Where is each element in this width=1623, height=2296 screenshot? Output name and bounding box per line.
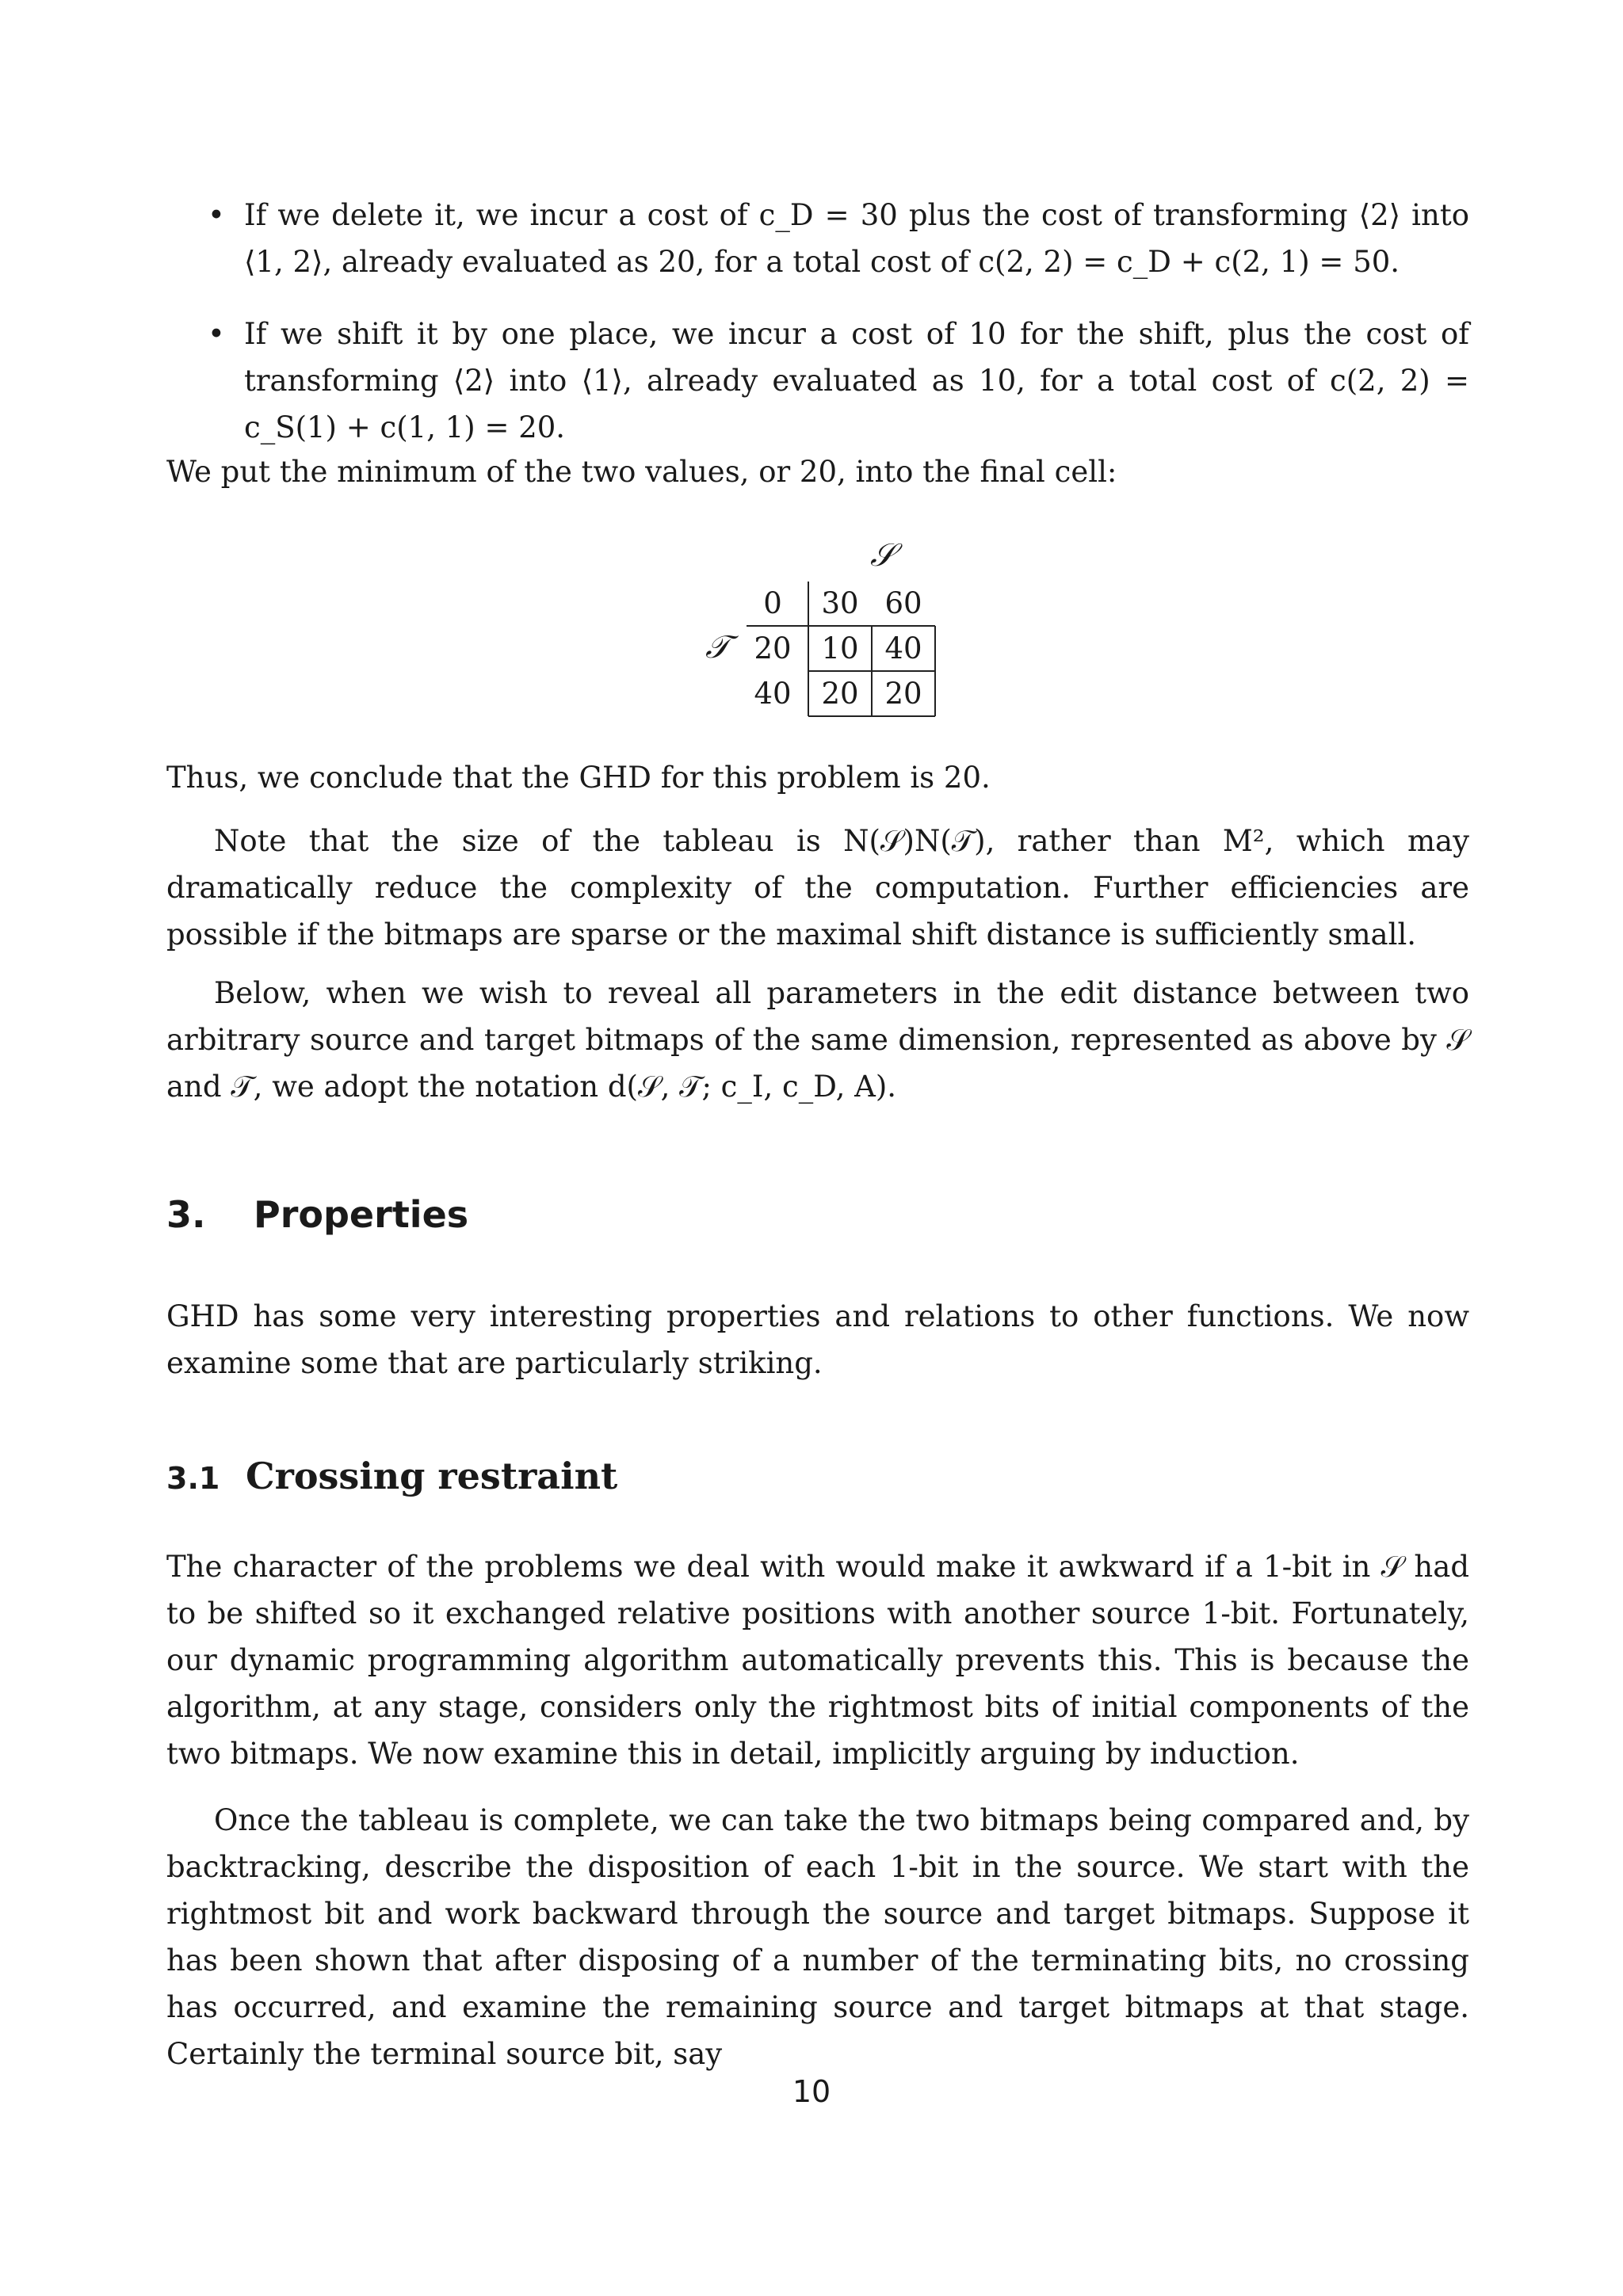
bullet-text: If we shift it by one place, we incur a cost of 10 for the shift, plus the cost of transforming ⟨2⟩ into ⟨1⟩, already evaluated as 10, for a total cost of c(2, 2) = c_S(1) + c(1, 1) = 20. [244,317,1469,444]
tableau-cell: 20 [821,677,859,711]
bullet-dot-icon: • [208,198,225,232]
subsection-title: Crossing restraint [246,1455,618,1497]
paragraph-below: Below, when we wish to reveal all parameters in the edit distance between two arbitrary source and target bitmaps of the same dimension, represented as above by 𝒮 and 𝒯, we adopt the notation d(𝒮, 𝒯; c_I, c_D, A). [166,976,1469,1104]
tableau-cell: 10 [821,631,859,666]
bullet-dot-icon: • [208,317,225,351]
section-paragraph: GHD has some very interesting properties and relations to other functions. We now examine some that are particularly striking. [166,1299,1469,1380]
tableau-cell: 40 [754,677,792,711]
intro-line: We put the minimum of the two values, or 20, into the final cell: [166,455,1117,489]
tableau-cell: 30 [821,586,859,620]
tableau-cell: 20 [754,631,792,666]
tableau-cell: 20 [884,677,922,711]
tableau-row-label: 𝒯 [705,629,730,666]
subsection-heading [166,1455,617,1497]
page-number: 10 [792,2074,831,2109]
bullet-text: If we delete it, we incur a cost of c_D = 30 plus the cost of transforming ⟨2⟩ into ⟨1, 2⟩, already evaluated as 20, for a total cost of c(2, 2) = c_D + c(2, 1) = 50. [244,198,1469,279]
subsection-paragraph: Once the tableau is complete, we can take the two bitmaps being compared and, by backtracking, describe the disposition of each 1-bit in the source. We start with the rightmost bit and work backward through the source and target bitmaps. Suppose it has been shown that after disposing of a number of the terminating bits, no crossing has occurred, and examine the remaining source and target bitmaps at that stage. Certainly the terminal source bit, say [166,1803,1469,2071]
tableau-col-label: 𝒮 [870,537,895,574]
conclusion: Thus, we conclude that the GHD for this problem is 20. [166,761,991,795]
tableau-cell: 0 [763,586,782,620]
tableau-cell: 40 [884,631,922,666]
section-number: 3. [166,1193,206,1236]
section-title: Properties [254,1193,469,1236]
tableau [697,531,951,729]
subsection-number: 3.1 [166,1461,220,1496]
subsection-paragraph: The character of the problems we deal with would make it awkward if a 1-bit in 𝒮 had to be shifted so it exchanged relative positions with another source 1-bit. Fortunately, our dynamic programming algorithm automatically prevents this. This is because the algorithm, at any stage, considers only the rightmost bits of initial components of the two bitmaps. We now examine this in detail, implicitly arguing by induction. [166,1550,1469,1771]
tableau-cell: 60 [884,586,922,620]
paragraph-note: Note that the size of the tableau is N(𝒮)N(𝒯), rather than M², which may dramatically reduce the complexity of the computation. Further efficiencies are possible if the bitmaps are sparse or the maximal shift distance is sufficiently small. [166,824,1469,952]
section-heading [166,1193,468,1236]
